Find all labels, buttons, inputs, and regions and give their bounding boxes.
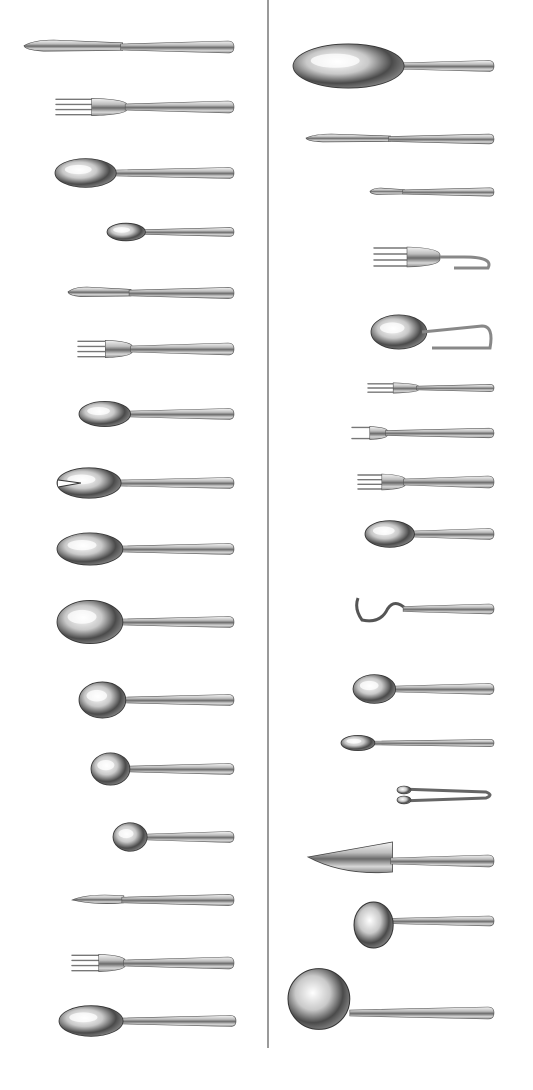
table-spoon-icon — [54, 157, 234, 189]
curve-spoon-icon — [370, 314, 494, 350]
self-serving-spoon-icon — [292, 42, 494, 90]
sauce-ladle-icon — [354, 900, 494, 950]
salad-spoon-icon — [56, 532, 234, 566]
fish-knife-icon — [72, 892, 234, 908]
curve-fork-icon — [374, 244, 494, 270]
sugar-nip-icon — [396, 784, 494, 806]
sugar-spoon-icon — [364, 520, 494, 548]
soup-spoon-1-icon — [56, 600, 234, 644]
salad-fork-icon — [56, 467, 234, 499]
steak-knife-icon — [306, 132, 494, 146]
hang-coffee-spoon-icon — [352, 594, 494, 624]
table-knife-icon — [24, 38, 234, 56]
soup-spoon-4-icon — [112, 822, 234, 852]
table-fork-icon — [56, 96, 234, 118]
soup-spoon-3-icon — [90, 752, 234, 786]
soup-spoon-2-icon — [78, 681, 234, 719]
dessert-knife-icon — [68, 285, 234, 301]
fish-fork-icon — [72, 952, 234, 974]
butter-knife-icon — [370, 186, 494, 198]
soup-ladle-icon — [288, 968, 494, 1030]
dessert-fork-icon — [78, 338, 234, 360]
coffee-spoon-icon — [352, 673, 494, 705]
column-divider — [267, 0, 269, 1048]
cake-server-icon — [306, 840, 494, 878]
fruit-fork-icon — [368, 382, 494, 394]
dessert-spoon-icon — [78, 400, 234, 428]
cake-fork-icon — [358, 472, 494, 492]
tea-spoon-icon — [106, 221, 234, 243]
serving-spoon-icon — [58, 1004, 236, 1038]
ice-spoon-icon — [340, 734, 494, 752]
meat-fork-icon — [352, 425, 494, 441]
